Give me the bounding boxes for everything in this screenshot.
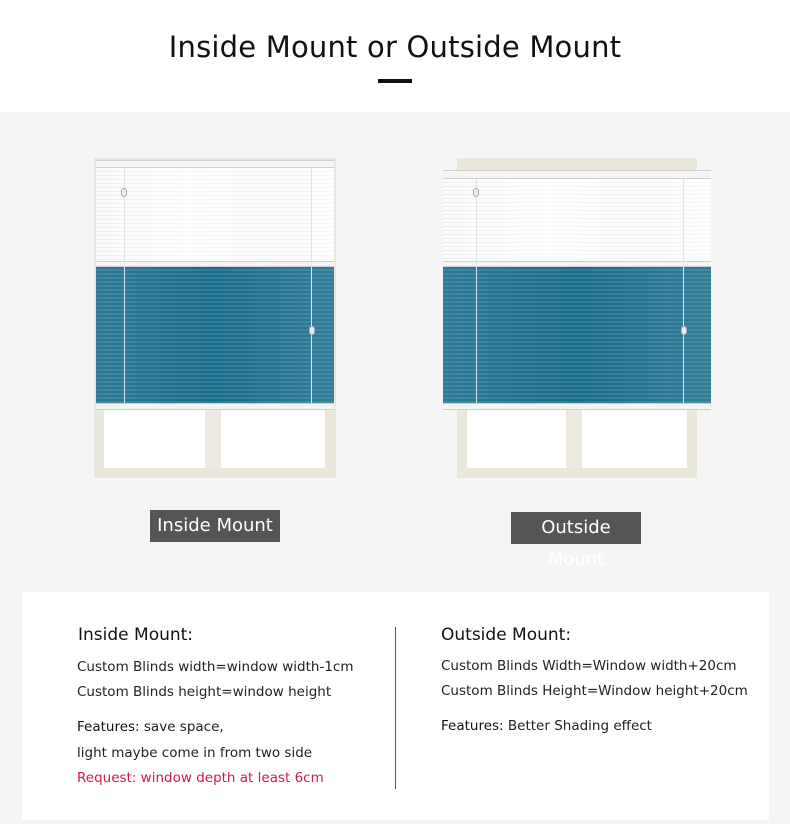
head-rail: [96, 160, 334, 168]
window-mullion: [566, 406, 582, 468]
window-pane: [467, 410, 566, 468]
column-divider: [395, 627, 396, 789]
window-mullion: [205, 406, 221, 468]
outside-features: [441, 718, 652, 734]
guide-cord: [476, 179, 477, 403]
page-title: Inside Mount or Outside Mount: [168, 30, 622, 64]
blackout-shade: [443, 267, 711, 405]
inside-width-rule: Custom Blinds width=window width-1cm: [77, 659, 354, 675]
inside-mount-label: Inside Mount: [150, 510, 280, 542]
inside-request: [77, 770, 324, 786]
window-pane: [104, 410, 205, 468]
outside-width-rule: Custom Blinds Width=Window width+20cm: [441, 658, 737, 674]
page-header: [0, 0, 790, 112]
outside-mount-label: Outside Mount: [511, 512, 641, 544]
inside-features: [77, 719, 224, 735]
shade-handle: [681, 326, 687, 335]
title-underline: [378, 79, 412, 83]
request-text: window depth at least 6cm: [136, 770, 324, 786]
inside-mount-heading: Inside Mount:: [78, 625, 194, 645]
outside-height-rule: Custom Blinds Height=Window height+20cm: [441, 683, 748, 699]
sheer-handle: [473, 188, 479, 197]
guide-cord: [311, 168, 312, 403]
features-label: Features:: [441, 718, 504, 734]
request-label: Request:: [77, 770, 137, 786]
outside-mount-illustration: [443, 158, 711, 478]
head-rail: [443, 170, 711, 179]
inside-mount-illustration: [94, 158, 336, 478]
blackout-shade: [96, 267, 334, 405]
window-pane: [582, 410, 687, 468]
outside-mount-heading: Outside Mount:: [441, 625, 572, 645]
features-text: save space,: [139, 719, 224, 735]
guide-cord: [683, 179, 684, 403]
shade-handle: [309, 326, 315, 335]
sheer-panel: [96, 168, 334, 263]
inside-height-rule: Custom Blinds height=window height: [77, 684, 332, 700]
bottom-rail: [96, 403, 334, 410]
window-pane: [221, 410, 325, 468]
bottom-rail: [443, 403, 711, 410]
features-label: Features:: [77, 719, 140, 735]
sheer-panel: [443, 179, 711, 261]
guide-cord: [124, 168, 125, 403]
features-text: Better Shading effect: [503, 718, 652, 734]
inside-features-cont: light maybe come in from two side: [77, 745, 313, 761]
sheer-handle: [121, 188, 127, 197]
